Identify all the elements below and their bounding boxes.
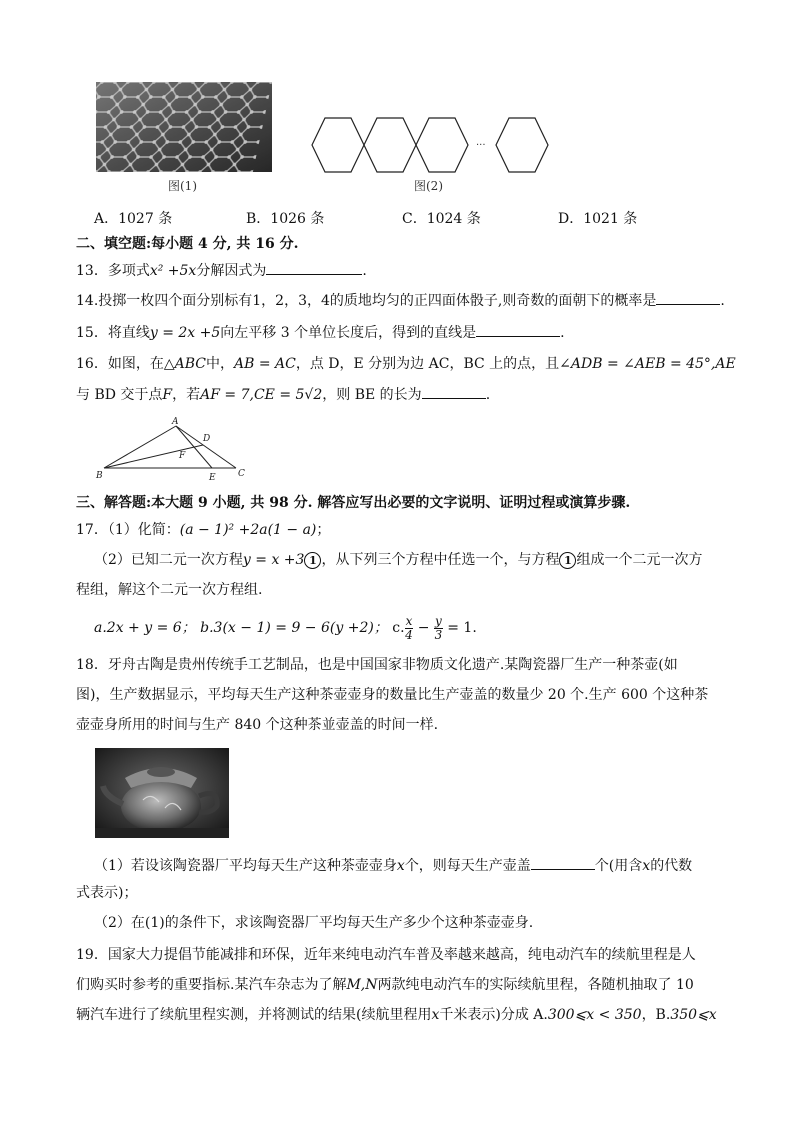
- question-16-line2: 与 BD 交于点F，若AF = 7,CE = 5√2，则 BE 的长为 .: [76, 384, 490, 405]
- answer-blank: [531, 855, 595, 870]
- question-17-options: a.2x + y = 6； b.3(x − 1) = 9 − 6(y +2)； c. $\frac{x}{4}$ − $\frac{y}{3}$ = 1.: [94, 613, 477, 642]
- question-18-line3: 壶壶身所用的时间与生产 840 个这种茶並壶盖的时间一样.: [76, 717, 439, 733]
- answer-blank: [422, 384, 486, 399]
- ellipsis-text: ···: [476, 140, 486, 151]
- circled-one-icon: 1: [304, 552, 321, 569]
- label-a: A: [172, 417, 179, 427]
- answer-blank: [266, 260, 362, 275]
- question-17-part2-line2: 程组，解这个二元一次方程组.: [76, 582, 263, 598]
- figure-2-caption: 图(2): [414, 179, 443, 193]
- graphene-photo: [96, 82, 272, 172]
- label-b: B: [96, 471, 103, 481]
- option-d: D．1021 条: [558, 211, 638, 227]
- section-2-heading: 二、填空题:每小题 4 分, 共 16 分.: [76, 236, 299, 252]
- label-f: F: [179, 451, 186, 461]
- question-18-part1: （1）若设该陶瓷器厂平均每天生产这种茶壶壶身x个，则每天生产壶盖 个(用含x的代数: [94, 855, 692, 876]
- fraction-x-over-4: $\frac{x}{4}$: [405, 613, 413, 642]
- triangle-figure: [92, 414, 252, 482]
- label-c: C: [238, 469, 245, 479]
- option-c: C．1024 条: [402, 211, 481, 227]
- hexagon-chain-figure: [306, 112, 556, 178]
- question-19-line2: 们购买时参考的重要指标.某汽车杂志为了解M,N两款纯电动汽车的实际续航里程，各随机抽取了 10: [76, 977, 694, 993]
- option-b: B．1026 条: [246, 211, 325, 227]
- question-17-part1: 17．（1）化简：(a − 1)² +2a(1 − a)；: [76, 522, 331, 538]
- question-19-line3: 辆汽车进行了续航里程实测，并将测试的结果(续航里程用x千米表示)分成 A.300⩽x < 350，B.350⩽x: [76, 1007, 717, 1023]
- question-18-line2: 图)，生产数据显示，平均每天生产这种茶壶壶身的数量比生产壶盖的数量少 20 个.生产 600 个这种茶: [76, 687, 709, 703]
- answer-blank: [476, 322, 560, 337]
- circled-one-icon: 1: [559, 552, 576, 569]
- question-15: 15．将直线y = 2x +5向左平移 3 个单位长度后，得到的直线是 .: [76, 322, 565, 343]
- option-a: A．1027 条: [94, 211, 173, 227]
- question-16-line1: 16．如图，在△ABC中，AB = AC，点 D，E 分别为边 AC，BC 上的点，且∠ADB = ∠AEB = 45°,AE: [76, 356, 736, 372]
- label-e: E: [209, 473, 216, 482]
- answer-blank: [656, 290, 720, 305]
- question-18-line1: 18．牙舟古陶是贵州传统手工艺制品，也是中国国家非物质文化遗产.某陶瓷器厂生产一种茶壶(如: [76, 657, 678, 673]
- teapot-photo: [95, 748, 229, 838]
- section-3-heading: 三、解答题:本大题 9 小题, 共 98 分. 解答应写出必要的文字说明、证明过程或演算步骤.: [76, 495, 631, 511]
- question-17-part2: （2）已知二元一次方程y = x +3 1 ，从下列三个方程中任选一个，与方程 1 组成一个二元一次方: [94, 552, 703, 568]
- fraction-y-over-3: $\frac{y}{3}$: [434, 613, 443, 642]
- question-18-part2: （2）在(1)的条件下，求该陶瓷器厂平均每天生产多少个这种茶壶壶身.: [94, 915, 534, 931]
- question-18-part1-line2: 式表示)；: [76, 885, 138, 901]
- figure-1-caption: 图(1): [168, 179, 197, 193]
- question-19-line1: 19．国家大力提倡节能减排和环保，近年来纯电动汽车普及率越来越高，纯电动汽车的续航里程是人: [76, 947, 696, 963]
- label-d: D: [203, 434, 211, 444]
- question-13: 13．多项式x² +5x分解因式为 .: [76, 260, 367, 281]
- question-14: 14.投掷一枚四个面分别标有1，2，3，4的质地均匀的正四面体骰子,则奇数的面朝下的概率是 .: [76, 290, 725, 311]
